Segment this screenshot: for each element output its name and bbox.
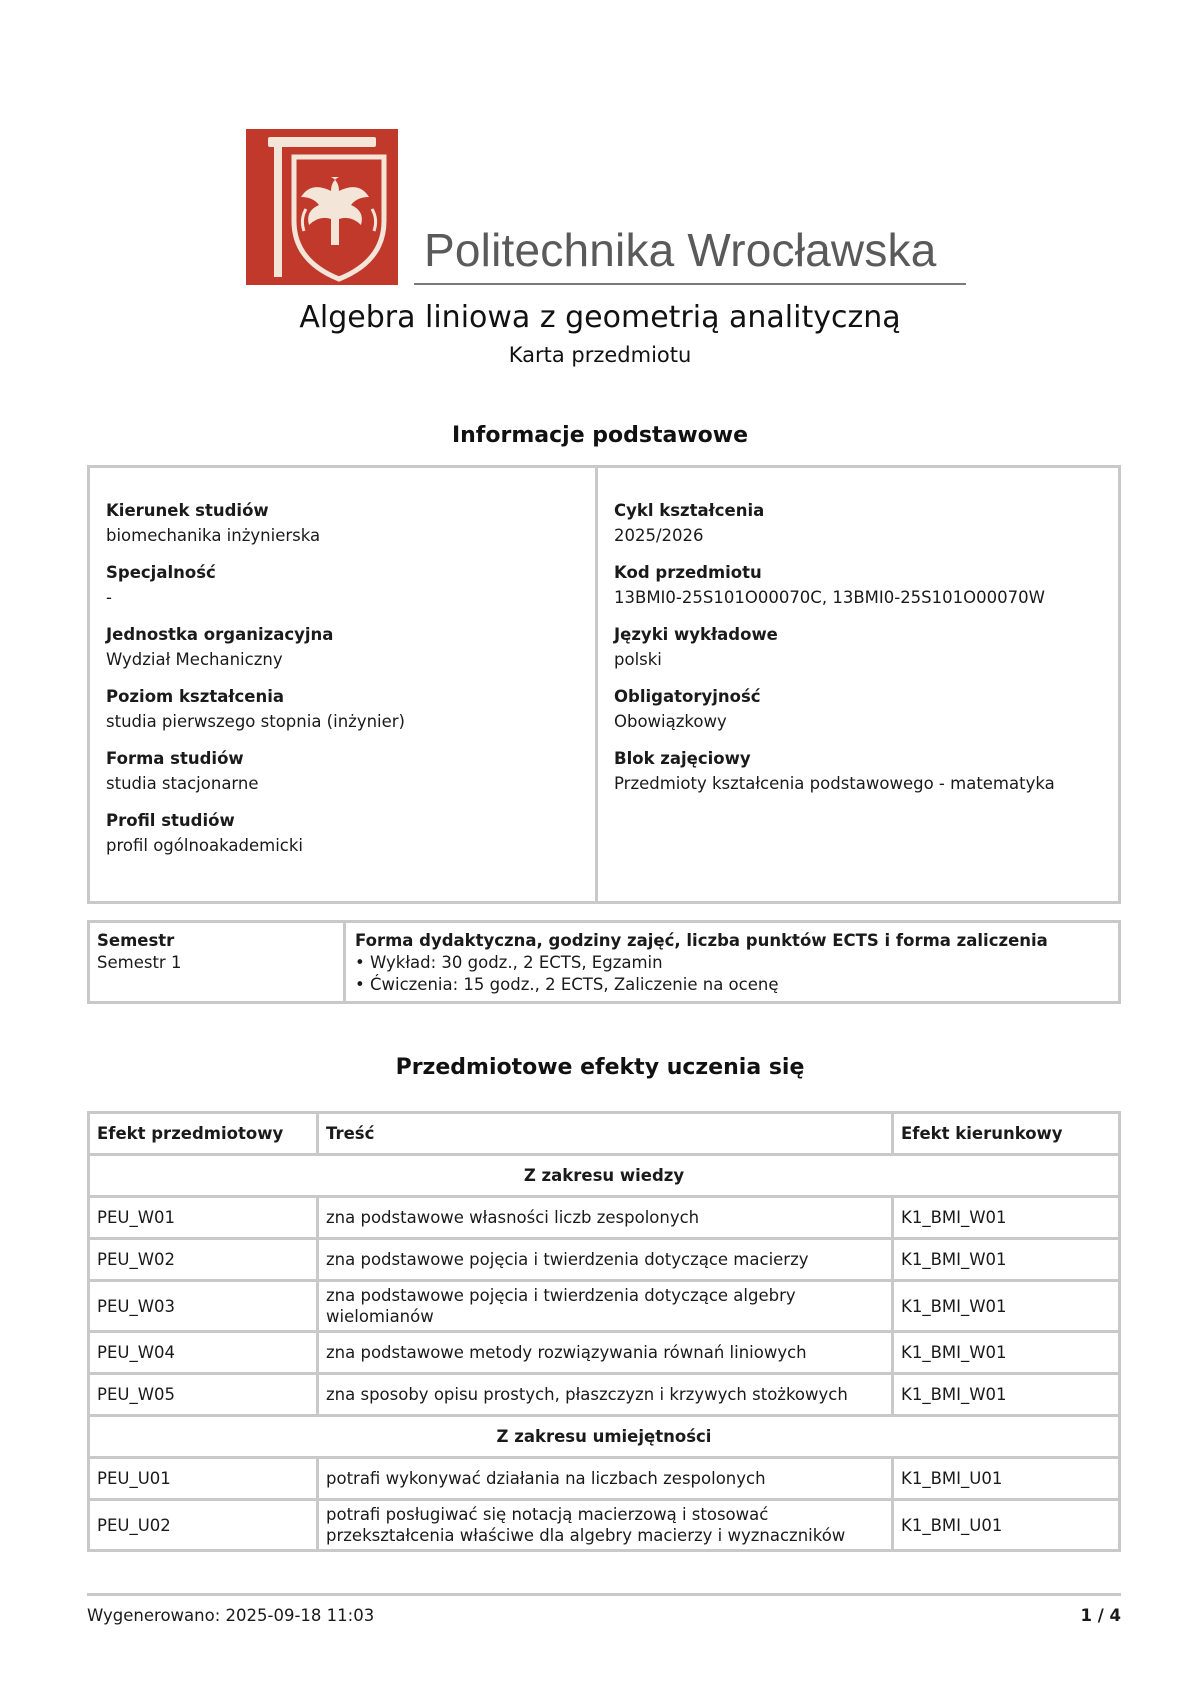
learning-outcomes-table bbox=[87, 1111, 1121, 1552]
field-label: Obligatoryjność bbox=[614, 687, 761, 706]
effect-code: PEU_W05 bbox=[89, 1374, 318, 1416]
field-value: studia pierwszego stopnia (inżynier) bbox=[106, 712, 405, 731]
field-organizational-unit bbox=[106, 622, 595, 672]
field-education-level bbox=[106, 684, 595, 734]
effect-content: potrafi wykonywać działania na liczbach zespolonych bbox=[318, 1458, 893, 1500]
document-subtitle: Karta przedmiotu bbox=[508, 343, 692, 367]
effect-content: potrafi posługiwać się notacją macierzową i stosować przekształcenia właściwe dla algebry macierzy i wyznaczników bbox=[318, 1500, 893, 1551]
program-effect: K1_BMI_U01 bbox=[893, 1500, 1120, 1551]
field-course-block bbox=[614, 746, 1118, 796]
field-value: studia stacjonarne bbox=[106, 774, 259, 793]
program-effect: K1_BMI_W01 bbox=[893, 1197, 1120, 1239]
field-value: Obowiązkowy bbox=[614, 712, 727, 731]
effect-content: zna podstawowe własności liczb zespolonych bbox=[318, 1197, 893, 1239]
field-course-code bbox=[614, 560, 1118, 610]
effect-code: PEU_W01 bbox=[89, 1197, 318, 1239]
field-label: Cykl kształcenia bbox=[614, 501, 765, 520]
field-label: Forma studiów bbox=[106, 749, 244, 768]
field-study-profile bbox=[106, 808, 595, 858]
field-value: Przedmioty kształcenia podstawowego - matematyka bbox=[614, 774, 1055, 793]
basic-info-right-column bbox=[598, 468, 1118, 901]
effect-code: PEU_W03 bbox=[89, 1281, 318, 1332]
field-value: - bbox=[106, 588, 112, 607]
field-obligation bbox=[614, 684, 1118, 734]
table-row bbox=[89, 1239, 1120, 1281]
field-study-form bbox=[106, 746, 595, 796]
effect-content: zna podstawowe pojęcia i twierdzenia dotyczące macierzy bbox=[318, 1239, 893, 1281]
table-row bbox=[89, 1374, 1120, 1416]
semester-cell bbox=[90, 923, 346, 1001]
group-row bbox=[89, 1155, 1120, 1197]
effect-code: PEU_U02 bbox=[89, 1500, 318, 1551]
program-effect: K1_BMI_W01 bbox=[893, 1239, 1120, 1281]
field-study-direction bbox=[106, 498, 595, 548]
field-languages bbox=[614, 622, 1118, 672]
learning-outcomes-heading: Przedmiotowe efekty uczenia się bbox=[395, 1055, 805, 1080]
table-row bbox=[89, 1458, 1120, 1500]
field-value: polski bbox=[614, 650, 662, 669]
field-label: Kierunek studiów bbox=[106, 501, 269, 520]
teaching-form-exercises: • Ćwiczenia: 15 godz., 2 ECTS, Zaliczenie na ocenę bbox=[355, 975, 779, 994]
effect-code: PEU_W02 bbox=[89, 1239, 318, 1281]
semester-box bbox=[87, 920, 1121, 1004]
effect-content: zna podstawowe metody rozwiązywania równań liniowych bbox=[318, 1332, 893, 1374]
table-row bbox=[89, 1332, 1120, 1374]
field-label: Specjalność bbox=[106, 563, 216, 582]
basic-info-heading: Informacje podstawowe bbox=[451, 423, 749, 448]
group-label: Z zakresu umiejętności bbox=[89, 1416, 1120, 1458]
field-specialty bbox=[106, 560, 595, 610]
table-row bbox=[89, 1500, 1120, 1551]
group-row bbox=[89, 1416, 1120, 1458]
eagle-emblem-icon bbox=[246, 129, 398, 285]
logo-underline bbox=[414, 283, 966, 285]
page-number: 1 / 4 bbox=[1080, 1606, 1121, 1625]
field-label: Blok zajęciowy bbox=[614, 749, 751, 768]
field-label: Języki wykładowe bbox=[614, 625, 778, 644]
generated-timestamp: Wygenerowano: 2025-09-18 11:03 bbox=[87, 1606, 375, 1625]
column-header: Treść bbox=[318, 1113, 893, 1155]
field-education-cycle bbox=[614, 498, 1118, 548]
field-label: Jednostka organizacyjna bbox=[106, 625, 334, 644]
university-logo bbox=[246, 129, 966, 285]
university-name: Politechnika Wrocławska bbox=[424, 224, 937, 276]
footer-divider bbox=[87, 1593, 1121, 1596]
teaching-form-lecture: • Wykład: 30 godz., 2 ECTS, Egzamin bbox=[355, 953, 663, 972]
group-label: Z zakresu wiedzy bbox=[89, 1155, 1120, 1197]
field-value: 13BMI0-25S101O00070C, 13BMI0-25S101O00070W bbox=[614, 588, 1045, 607]
effect-code: PEU_U01 bbox=[89, 1458, 318, 1500]
program-effect: K1_BMI_W01 bbox=[893, 1374, 1120, 1416]
column-header: Efekt kierunkowy bbox=[893, 1113, 1120, 1155]
effect-content: zna sposoby opisu prostych, płaszczyzn i krzywych stożkowych bbox=[318, 1374, 893, 1416]
program-effect: K1_BMI_W01 bbox=[893, 1332, 1120, 1374]
semester-label: Semestr bbox=[97, 931, 175, 950]
column-header: Efekt przedmiotowy bbox=[89, 1113, 318, 1155]
field-value: Wydział Mechaniczny bbox=[106, 650, 283, 669]
field-value: biomechanika inżynierska bbox=[106, 526, 321, 545]
course-title: Algebra liniowa z geometrią analityczną bbox=[299, 300, 901, 335]
effect-content: zna podstawowe pojęcia i twierdzenia dotyczące algebry wielomianów bbox=[318, 1281, 893, 1332]
basic-info-box bbox=[87, 465, 1121, 904]
table-row bbox=[89, 1281, 1120, 1332]
field-label: Poziom kształcenia bbox=[106, 687, 285, 706]
field-label: Profil studiów bbox=[106, 811, 235, 830]
basic-info-left-column bbox=[90, 468, 598, 901]
field-value: profil ogólnoakademicki bbox=[106, 836, 303, 855]
teaching-forms-cell bbox=[346, 923, 1118, 1001]
program-effect: K1_BMI_W01 bbox=[893, 1281, 1120, 1332]
teaching-forms-label: Forma dydaktyczna, godziny zajęć, liczba punktów ECTS i forma zaliczenia bbox=[355, 931, 1048, 950]
table-header-row bbox=[89, 1113, 1120, 1155]
table-row bbox=[89, 1197, 1120, 1239]
field-label: Kod przedmiotu bbox=[614, 563, 762, 582]
effect-code: PEU_W04 bbox=[89, 1332, 318, 1374]
semester-value: Semestr 1 bbox=[97, 953, 182, 972]
program-effect: K1_BMI_U01 bbox=[893, 1458, 1120, 1500]
field-value: 2025/2026 bbox=[614, 526, 704, 545]
